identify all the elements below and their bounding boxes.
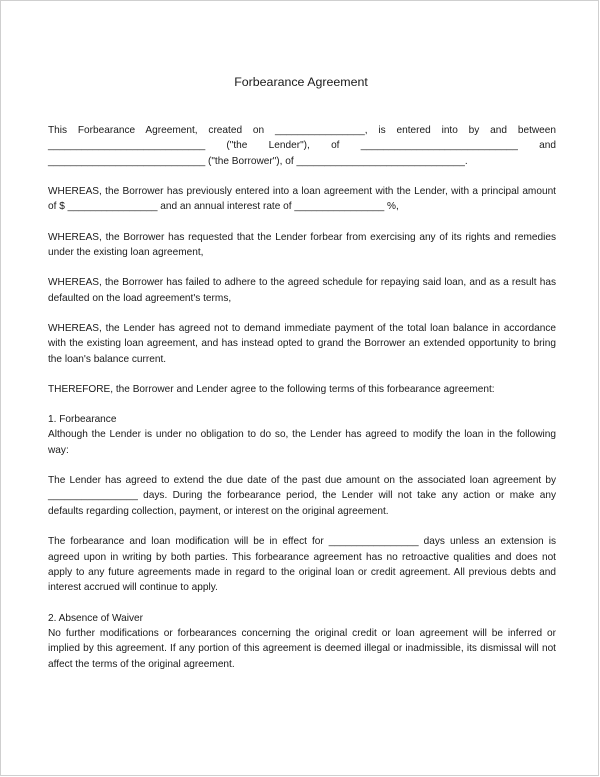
whereas-paragraph-3: WHEREAS, the Borrower has failed to adhere to the agreed schedule for repaying said loan, and as a result has defaulted on the load agreement's terms,	[48, 277, 556, 304]
intro-line-1: This Forbearance Agreement, created on ________________, is entered into by and between	[48, 125, 556, 136]
section-2-paragraph-1: No further modifications or forbearances concerning the original credit or loan agreement will be inferred or implied by this agreement. If any portion of this agreement is deemed illegal or inadmissible, its dismissal will not affect the terms of the original agreement.	[48, 627, 556, 670]
intro-line-2: ____________________________ ("the Lender"), of ____________________________ and	[48, 140, 556, 152]
whereas-paragraph-2: WHEREAS, the Borrower has requested that the Lender forbear from exercising any of its rights and remedies under the existing loan agreement,	[48, 231, 556, 259]
section-1-paragraph-2: The Lender has agreed to extend the due date of the past due amount on the associated loan agreement by ________________ days. During the forbearance period, the Lender will not take any action or make any defaults regarding collection, payment, or interest on the original agreement.	[48, 475, 556, 517]
section-1-paragraph-3: The forbearance and loan modification will be in effect for ________________ days unless an extension is agreed upon in writing by both parties. This forbearance agreement has no retroactive qualities and does not apply to any future agreements made in regard to the original loan or credit agreement. All previous debts and interest accrued will continue to apply.	[48, 536, 556, 594]
section-1-paragraph-1: Although the Lender is under no obligation to do so, the Lender has agreed to modify the loan in the following way:	[48, 429, 556, 456]
section-forbearance	[48, 412, 556, 458]
whereas-paragraph-1: WHEREAS, the Borrower has previously entered into a loan agreement with the Lender, with a principal amount of $ ________________ and an annual interest rate of ________________ %,	[48, 186, 556, 213]
intro-line-3: ____________________________ ("the Borrower"), of ______________________________.	[48, 155, 468, 167]
intro-paragraph	[48, 123, 556, 169]
document-title: Forbearance Agreement	[234, 75, 368, 89]
document-body	[48, 123, 556, 672]
section-absence-of-waiver	[48, 611, 556, 673]
therefore-paragraph: THEREFORE, the Borrower and Lender agree to the following terms of this forbearance agreement:	[48, 383, 495, 395]
section-2-heading: 2. Absence of Waiver	[48, 612, 144, 624]
section-1-heading: 1. Forbearance	[48, 414, 117, 426]
whereas-paragraph-4: WHEREAS, the Lender has agreed not to demand immediate payment of the total loan balance in accordance with the existing loan agreement, and has instead opted to grand the Borrower an extended opportunity to bring the loan's balance current.	[48, 322, 556, 365]
